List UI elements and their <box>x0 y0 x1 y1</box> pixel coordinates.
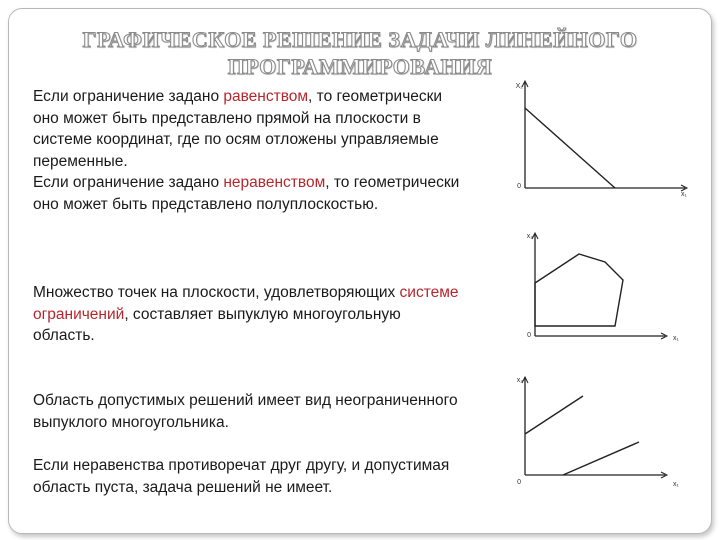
graph-unbounded <box>505 372 695 494</box>
text-fragment: , то геометрически оно может быть представлено прямой на плоскости в системе координат, где по осям отложены управляемые переменные. <box>33 88 443 170</box>
paragraph-equality <box>33 86 463 172</box>
text-block-feasible-region <box>33 282 463 347</box>
x-axis-label: x₁ <box>673 335 679 342</box>
text-block-constraints <box>33 86 463 215</box>
graph-polygon <box>505 228 695 350</box>
origin-label: 0 <box>517 183 521 190</box>
x-axis-label: x₁ <box>673 481 679 488</box>
origin-label: 0 <box>527 332 531 339</box>
text-fragment: , составляет выпуклую многоугольную область. <box>33 305 401 344</box>
highlight-equality: равенством <box>223 88 309 105</box>
highlight-constraint-system: системе ограничений <box>33 284 459 323</box>
text-block-empty: Если неравенства противоречат друг другу, и допустимая область пуста, задача решений не имеет. <box>33 457 450 496</box>
text-block-unbounded: Область допустимых решений имеет вид неограниченного выпуклого многоугольника. <box>33 392 458 431</box>
title-line-2: ПРОГРАММИРОВАНИЯ <box>227 54 493 79</box>
feasible-polygon <box>535 254 623 326</box>
text-fragment: , то геометрически оно может быть представлено полуплоскостью. <box>33 174 460 213</box>
title-line-1: ГРАФИЧЕСКОЕ РЕШЕНИЕ ЗАДАЧИ ЛИНЕЙНОГО <box>82 27 638 52</box>
text-fragment: Если ограничение задано <box>33 88 224 105</box>
graph-line <box>505 78 695 200</box>
slide-title <box>20 26 700 80</box>
constraint-line <box>525 108 615 188</box>
upper-boundary-line <box>525 396 583 434</box>
origin-label: 0 <box>517 479 521 486</box>
y-axis-label: x₂ <box>526 233 533 240</box>
x-axis-label: x₁ <box>681 191 687 198</box>
text-fragment: Если ограничение задано <box>33 174 224 191</box>
y-axis-label: X₂ <box>515 83 523 90</box>
highlight-inequality: неравенством <box>223 174 326 191</box>
paragraph-inequality <box>33 172 463 215</box>
text-fragment: Множество точек на плоскости, удовлетворяющих <box>33 284 400 301</box>
lower-boundary-line <box>563 442 639 475</box>
y-axis-label: x₂ <box>516 377 523 384</box>
